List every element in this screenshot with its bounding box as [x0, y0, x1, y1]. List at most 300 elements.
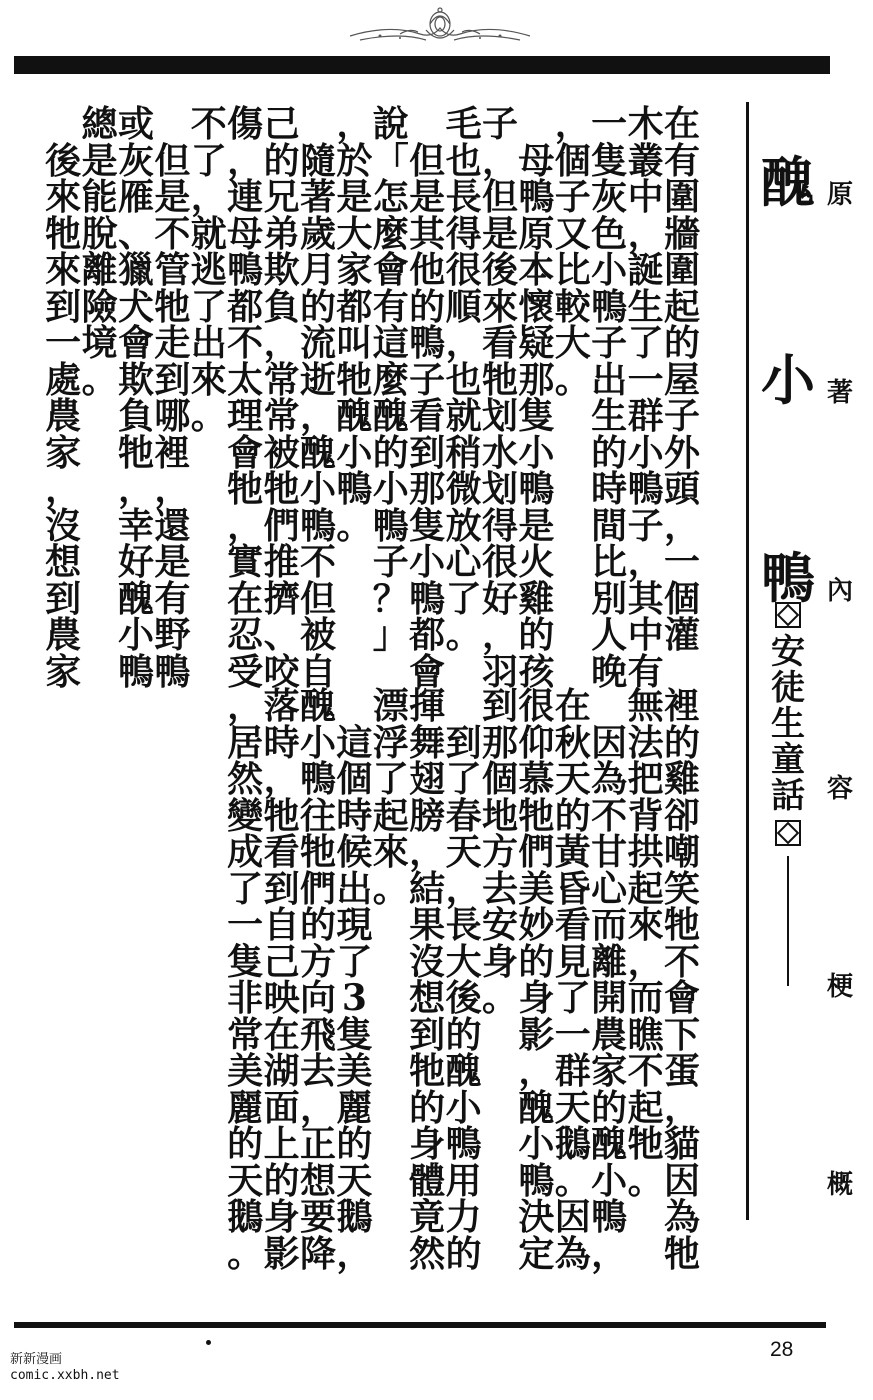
text-char: 卻 — [663, 794, 700, 837]
text-char: ， — [445, 322, 482, 364]
text-char: 一 — [627, 358, 664, 401]
text-char: 雞 — [518, 577, 555, 620]
upper-text-column — [407, 106, 447, 693]
text-char: 有 — [663, 139, 700, 182]
text-char: 天 — [445, 831, 482, 873]
text-char: ， — [299, 1086, 336, 1129]
text-char: 這 — [372, 322, 409, 364]
side-section-label — [818, 180, 862, 1200]
upper-text-column — [298, 106, 338, 693]
text-char: 要 — [299, 1196, 336, 1238]
text-char: 起 — [627, 1086, 664, 1129]
text-char: 會 — [663, 977, 700, 1019]
text-char: 農 — [591, 1013, 628, 1056]
text-char: 是 — [336, 176, 373, 218]
text-char: 間 — [591, 504, 628, 547]
text-char: 天 — [554, 1086, 591, 1129]
text-char: 或 — [117, 103, 154, 145]
text-char: 一 — [227, 904, 264, 946]
text-char: 醜 — [591, 1123, 628, 1165]
text-char: 裡 — [663, 685, 700, 727]
text-char: 農 — [45, 614, 82, 656]
text-char: 小 — [627, 431, 664, 474]
decorative-knot-ornament-icon — [340, 6, 540, 48]
text-char: 在 — [227, 577, 264, 620]
text-char: 小 — [445, 1086, 482, 1129]
text-char: 小 — [299, 721, 336, 764]
text-char: 候 — [336, 831, 373, 873]
text-char: 是 — [518, 504, 555, 547]
text-char: 因 — [591, 721, 628, 764]
footer-dot — [206, 1340, 211, 1345]
text-char: 想 — [299, 1159, 336, 1202]
text-char: 會 — [409, 650, 446, 693]
watermark — [10, 1352, 120, 1384]
text-char: 無 — [627, 685, 664, 727]
text-char — [591, 688, 627, 725]
text-char: 子 — [554, 176, 591, 218]
text-char: 但 — [299, 577, 336, 620]
text-char: 開 — [591, 977, 628, 1019]
text-char: 牠 — [263, 468, 300, 510]
text-char: 母 — [518, 139, 555, 182]
text-char: 自 — [299, 650, 336, 693]
side-label-char: 梗 — [826, 972, 853, 1002]
lower-text-column — [225, 685, 265, 1275]
text-char: 降 — [299, 1232, 336, 1275]
text-char: 一 — [663, 541, 700, 583]
text-char: 色 — [591, 212, 628, 255]
text-char: 離 — [591, 940, 628, 983]
text-char: 定 — [518, 1232, 555, 1275]
text-char: 非 — [227, 977, 264, 1019]
text-char: 。 — [554, 1159, 591, 1202]
text-char: 竟 — [409, 1196, 446, 1238]
text-char: 往 — [299, 794, 336, 837]
text-char: 們 — [518, 831, 555, 873]
text-char: 但 — [481, 176, 518, 218]
text-char: ， — [445, 867, 482, 910]
text-char: 牠 — [481, 358, 518, 401]
text-char: ， — [481, 139, 518, 182]
text-char: 家 — [591, 1050, 628, 1092]
text-char: 己 — [263, 103, 300, 145]
text-char: 為 — [591, 758, 628, 800]
upper-text-column — [116, 103, 156, 693]
text-char: ， — [227, 139, 264, 182]
text-char — [446, 688, 482, 725]
text-char: 見 — [554, 940, 591, 983]
text-char — [45, 106, 81, 143]
text-char: 成 — [227, 831, 264, 873]
text-char: 雞 — [663, 758, 700, 800]
text-char: 醜 — [518, 1086, 555, 1129]
text-char: 划 — [481, 395, 518, 437]
upper-text-column — [225, 103, 265, 693]
text-char: 為 — [554, 1232, 591, 1275]
text-char: 時 — [263, 721, 300, 764]
text-char: 牠 — [117, 431, 154, 474]
text-char: 雁 — [117, 176, 154, 218]
text-char: 醜 — [445, 1050, 482, 1092]
text-char: 漂 — [372, 685, 409, 727]
text-char: 原 — [518, 212, 555, 255]
text-char: 來 — [627, 904, 664, 946]
text-char: 看 — [409, 395, 446, 437]
text-char: ， — [336, 103, 373, 145]
text-char: 把 — [627, 758, 664, 800]
text-char: 個 — [663, 577, 700, 620]
subtitle-char: 話 — [771, 776, 805, 816]
text-char: ， — [117, 468, 154, 510]
text-char: 子 — [372, 541, 409, 583]
text-char: 子 — [591, 322, 628, 364]
text-char: 長 — [445, 904, 482, 946]
upper-text-column — [262, 103, 302, 693]
text-char: 3 — [341, 977, 367, 1019]
text-char: 到 — [409, 1013, 446, 1056]
text-char: 出 — [190, 322, 227, 364]
text-char: 了 — [554, 977, 591, 1019]
lower-text-column — [407, 685, 447, 1275]
text-char: 鴨 — [445, 1123, 482, 1165]
text-char: 負 — [263, 285, 300, 328]
subtitle-char: 安 — [771, 632, 805, 672]
text-char: 管 — [154, 249, 191, 291]
text-char: 鵝 — [336, 1196, 373, 1238]
text-char: 划 — [481, 468, 518, 510]
text-char: ， — [591, 1232, 628, 1275]
text-char: 著 — [299, 176, 336, 218]
text-char: 在 — [554, 685, 591, 727]
text-char: 的 — [227, 1123, 264, 1165]
text-char: ， — [299, 395, 336, 437]
text-char: 於 — [336, 139, 373, 182]
lower-text-column — [516, 685, 556, 1275]
text-char: 妙 — [518, 904, 555, 946]
text-char — [154, 106, 190, 143]
text-char: 、 — [117, 212, 154, 255]
text-char: 獵 — [117, 249, 154, 291]
text-char: ， — [336, 1232, 373, 1275]
text-char: 水 — [481, 431, 518, 474]
text-char: 小 — [591, 1159, 628, 1202]
text-char: 地 — [481, 794, 518, 837]
text-char: 的 — [554, 794, 591, 837]
text-char: ， — [663, 1086, 700, 1129]
text-char: 的 — [299, 904, 336, 946]
subtitle-char: 生 — [771, 704, 805, 744]
text-char: 灰 — [117, 139, 154, 182]
title-char: 醜 — [761, 150, 815, 214]
text-char: 心 — [445, 541, 482, 583]
side-label-char: 容 — [826, 774, 853, 804]
text-char: 也 — [445, 358, 482, 401]
text-char: 子 — [627, 504, 664, 547]
upper-text-column — [334, 103, 374, 547]
text-char: 的 — [263, 1159, 300, 1202]
text-char: 晚 — [591, 650, 628, 693]
text-char: 的 — [336, 1123, 373, 1165]
text-char: 大 — [336, 212, 373, 255]
text-char: 方 — [299, 940, 336, 983]
text-char: 昏 — [554, 867, 591, 910]
text-char: 隻 — [336, 1013, 373, 1056]
text-char: 灰 — [591, 176, 628, 218]
text-char: 小 — [117, 614, 154, 656]
text-char: 是 — [154, 541, 191, 583]
text-char: 膀 — [409, 794, 446, 837]
text-char: 牠 — [263, 794, 300, 837]
text-char: 這 — [336, 721, 373, 764]
text-char: 用 — [445, 1159, 482, 1202]
text-char: 了 — [227, 867, 264, 910]
text-char: 子 — [409, 358, 446, 401]
text-char: 。 — [227, 1232, 264, 1275]
text-char: ？ — [372, 577, 409, 620]
text-char: 人 — [591, 614, 628, 656]
text-char: 麗 — [336, 1086, 373, 1129]
text-char: 擠 — [263, 577, 300, 620]
upper-text-column — [480, 103, 520, 693]
text-char: 得 — [481, 504, 518, 547]
watermark-line: 新新漫画 — [10, 1352, 63, 1367]
side-label-char: 著 — [826, 378, 853, 408]
text-char: 。 — [445, 614, 482, 656]
subtitle-text — [771, 634, 805, 814]
text-char: 甘 — [591, 831, 628, 873]
title-char: 鴨 — [761, 546, 815, 610]
text-char: 出 — [591, 358, 628, 401]
lower-text-column — [480, 685, 520, 1019]
footer-rule — [14, 1322, 826, 1328]
text-char: 的 — [263, 139, 300, 182]
upper-text-column — [152, 106, 192, 693]
text-char: 哪 — [154, 395, 191, 437]
text-char: 。 — [554, 358, 591, 401]
text-char: 的 — [445, 1013, 482, 1056]
text-char: 醜 — [372, 395, 409, 437]
text-char: 來 — [190, 358, 227, 401]
text-char: 牠 — [299, 831, 336, 873]
text-char: 美 — [336, 1050, 373, 1092]
text-char: 嘲 — [663, 831, 700, 873]
header-black-bar — [14, 56, 830, 74]
text-char — [300, 106, 336, 143]
text-char: 起 — [372, 794, 409, 837]
text-char: 中 — [627, 614, 664, 656]
text-char: 的 — [518, 614, 555, 656]
text-char: 外 — [663, 431, 700, 474]
text-char: 決 — [518, 1196, 555, 1238]
text-char: 、 — [263, 614, 300, 656]
text-char: ， — [518, 1050, 555, 1092]
text-char: 的 — [409, 1086, 446, 1129]
text-char: 中 — [627, 176, 664, 218]
text-char — [336, 688, 372, 725]
text-char: 的 — [591, 1086, 628, 1129]
text-char: 牠 — [663, 1232, 700, 1275]
subtitle-char: 童 — [771, 740, 805, 780]
text-char: 天 — [554, 758, 591, 800]
text-char: 小 — [518, 1123, 555, 1165]
text-char: 鴨 — [518, 1159, 555, 1202]
text-char: 野 — [154, 614, 191, 656]
text-char: 家 — [336, 249, 373, 291]
text-char — [518, 106, 554, 143]
text-char: 其 — [627, 577, 664, 620]
text-char: 在 — [663, 103, 700, 145]
text-char: 常 — [227, 1013, 264, 1056]
text-char: 鴨 — [299, 758, 336, 800]
text-char: 下 — [663, 1013, 700, 1056]
text-char: 」 — [372, 614, 409, 656]
text-char: 時 — [336, 794, 373, 837]
text-char: ， — [263, 758, 300, 800]
text-char: 的 — [445, 1232, 482, 1275]
text-char: 處 — [45, 358, 82, 401]
text-char: 不 — [663, 940, 700, 983]
lower-text-column — [444, 688, 484, 1275]
text-char: 醜 — [336, 395, 373, 437]
text-char: 己 — [263, 940, 300, 983]
text-char: 小 — [299, 468, 336, 510]
text-char: 本 — [518, 249, 555, 291]
text-char: 弟 — [263, 212, 300, 255]
text-char: 落 — [263, 685, 300, 727]
upper-text-column — [553, 103, 593, 401]
text-char: 身 — [481, 940, 518, 983]
text-char: 到 — [45, 285, 82, 328]
text-char: 小 — [336, 431, 373, 474]
story-subtitle — [764, 596, 812, 986]
text-char: 險 — [81, 285, 118, 328]
text-char: 美 — [227, 1050, 264, 1092]
text-char: 身 — [518, 977, 555, 1019]
text-char: ， — [627, 940, 664, 983]
text-char: 來 — [45, 176, 82, 218]
text-char: 推 — [263, 541, 300, 583]
text-char: 天 — [227, 1159, 264, 1202]
text-char: 牠 — [518, 794, 555, 837]
text-char: 得 — [445, 212, 482, 255]
text-char: 方 — [481, 831, 518, 873]
text-char: 犬 — [117, 285, 154, 328]
text-char: 飛 — [299, 1013, 336, 1056]
text-char: 孩 — [518, 650, 555, 693]
text-char: 被 — [299, 614, 336, 656]
text-char: 小 — [518, 431, 555, 474]
text-char: 農 — [45, 395, 82, 437]
text-char: 稍 — [445, 431, 482, 474]
text-char: 來 — [45, 249, 82, 291]
sidebar-vertical-rule — [746, 102, 749, 1220]
text-char: 居 — [227, 721, 264, 764]
text-char: 比 — [554, 249, 591, 291]
text-char: 鴨 — [154, 650, 191, 693]
text-char: 上 — [263, 1123, 300, 1165]
text-char: 長 — [445, 176, 482, 218]
text-char: 有 — [372, 285, 409, 328]
text-char: 的 — [372, 431, 409, 474]
story-title — [758, 148, 818, 612]
text-char: 牠 — [227, 468, 264, 510]
text-char: 鴨 — [409, 577, 446, 620]
text-char: ， — [190, 176, 227, 218]
watermark-line: comic.xxbh.net — [10, 1368, 120, 1383]
text-char: 境 — [81, 322, 118, 364]
text-char: 有 — [627, 650, 664, 693]
text-char: 因 — [554, 1196, 591, 1238]
text-char: 鵝 — [554, 1123, 591, 1165]
text-char: 頭 — [663, 468, 700, 510]
text-char: 們 — [263, 504, 300, 547]
subtitle-char: 徒 — [771, 668, 805, 708]
text-char: 欺 — [117, 358, 154, 401]
text-char: 受 — [227, 650, 264, 693]
text-char: 歲 — [299, 212, 336, 255]
text-char: 鴨 — [227, 249, 264, 291]
text-char: 舞 — [409, 721, 446, 764]
text-char: 子 — [481, 103, 518, 145]
text-char: 法 — [627, 721, 664, 764]
text-char: 那 — [518, 358, 555, 401]
text-char: 到 — [263, 867, 300, 910]
side-label-char: 原 — [826, 180, 853, 210]
text-char: ， — [227, 685, 264, 727]
text-char: 想 — [409, 977, 446, 1019]
text-char: 為 — [663, 1196, 700, 1238]
text-char: 瞧 — [627, 1013, 664, 1056]
text-char: 安 — [481, 904, 518, 946]
text-char: 看 — [481, 322, 518, 364]
text-char: 到 — [445, 721, 482, 764]
text-char: 鴨 — [518, 468, 555, 510]
text-char: 家 — [45, 650, 82, 693]
text-char: 羽 — [481, 650, 518, 693]
text-char: 都 — [227, 285, 264, 328]
text-char: 傷 — [227, 103, 264, 145]
text-char: 個 — [481, 758, 518, 800]
text-char: 不 — [227, 322, 264, 364]
text-char: 力 — [445, 1196, 482, 1238]
text-char: 去 — [481, 867, 518, 910]
text-char: 不 — [591, 794, 628, 837]
text-char: 向 — [299, 977, 336, 1019]
text-char: 蛋 — [663, 1050, 700, 1092]
text-char: 黃 — [554, 831, 591, 873]
upper-text-column — [80, 103, 120, 401]
upper-text-column — [189, 103, 229, 437]
text-char: 果 — [409, 904, 446, 946]
text-char: 身 — [409, 1123, 446, 1165]
text-char: 流 — [299, 322, 336, 364]
text-char: 小 — [591, 249, 628, 291]
text-char: 醜 — [299, 431, 336, 474]
text-char: 就 — [190, 212, 227, 255]
text-char: 然 — [409, 1232, 446, 1275]
text-char: 木 — [627, 103, 664, 145]
upper-text-column — [444, 103, 484, 656]
text-char: 到 — [45, 577, 82, 620]
text-char: 但 — [154, 139, 191, 182]
text-char: 逃 — [190, 249, 227, 291]
text-char: 好 — [481, 577, 518, 620]
text-char: 是 — [409, 176, 446, 218]
text-char: 自 — [263, 904, 300, 946]
text-char: 的 — [299, 285, 336, 328]
text-char: 那 — [409, 468, 446, 510]
